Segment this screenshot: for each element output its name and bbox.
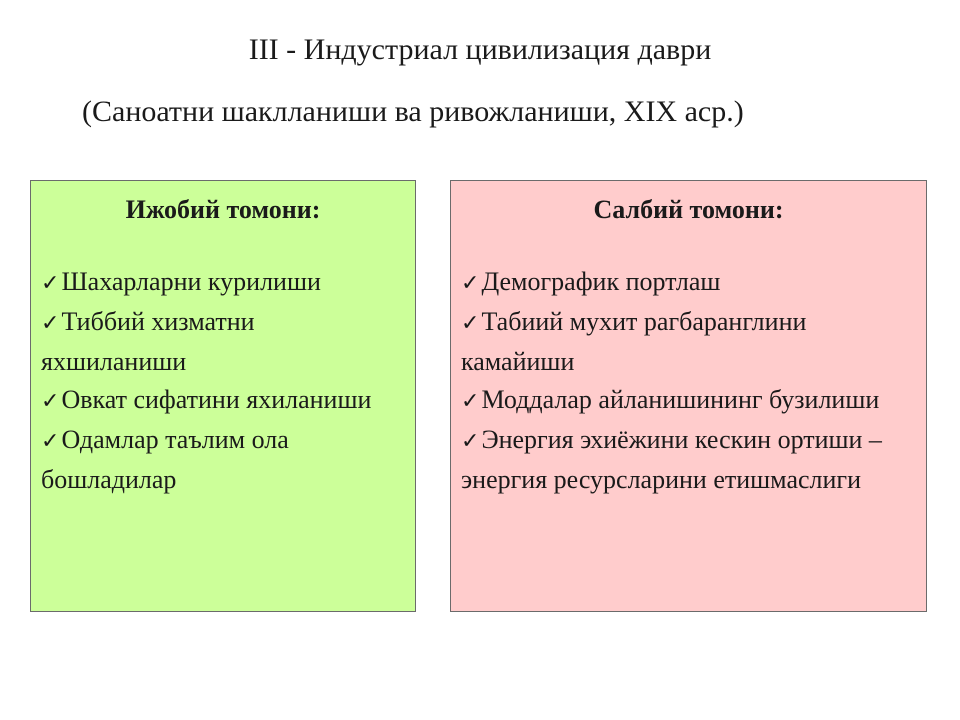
- positive-side-box: [30, 180, 416, 612]
- check-icon: ✓: [461, 429, 480, 454]
- slide-title: III - Индустриал цивилизация даври: [248, 33, 712, 66]
- positive-heading: Ижобий томони:: [125, 195, 321, 224]
- slide-subtitle: (Саноатни шаклланиши ва ривожланиши, XIX аср.): [82, 95, 744, 128]
- negative-side-box: [450, 180, 927, 612]
- check-icon: ✓: [41, 429, 60, 454]
- list-item: [461, 381, 916, 421]
- list-item: [41, 421, 405, 499]
- list-item: [41, 263, 405, 303]
- negative-list: [461, 263, 916, 499]
- check-icon: ✓: [41, 389, 60, 414]
- list-item: [461, 421, 916, 499]
- list-item-text: Тиббий хизматни яхшиланиши: [41, 307, 255, 376]
- check-icon: ✓: [461, 389, 480, 414]
- check-icon: ✓: [41, 271, 60, 296]
- list-item: [461, 263, 916, 303]
- list-item-text: Табиий мухит рагбаранглини камайиши: [461, 307, 807, 376]
- list-item-text: Шахарларни курилиши: [61, 267, 321, 296]
- check-icon: ✓: [461, 271, 480, 296]
- list-item: [41, 303, 405, 381]
- list-item-text: Демографик портлаш: [481, 267, 721, 296]
- list-item-text: Моддалар айланишининг бузилиши: [481, 385, 880, 414]
- check-icon: ✓: [461, 311, 480, 336]
- list-item: [41, 381, 405, 421]
- list-item-text: Энергия эхиёжини кескин ортиши – энергия ресурсларини етишмаслиги: [461, 425, 882, 494]
- negative-heading: Салбий томони:: [593, 195, 784, 224]
- check-icon: ✓: [41, 311, 60, 336]
- list-item: [461, 303, 916, 381]
- list-item-text: Овкат сифатини яхиланиши: [61, 385, 372, 414]
- list-item-text: Одамлар таълим ола бошладилар: [41, 425, 289, 494]
- positive-list: [41, 263, 405, 499]
